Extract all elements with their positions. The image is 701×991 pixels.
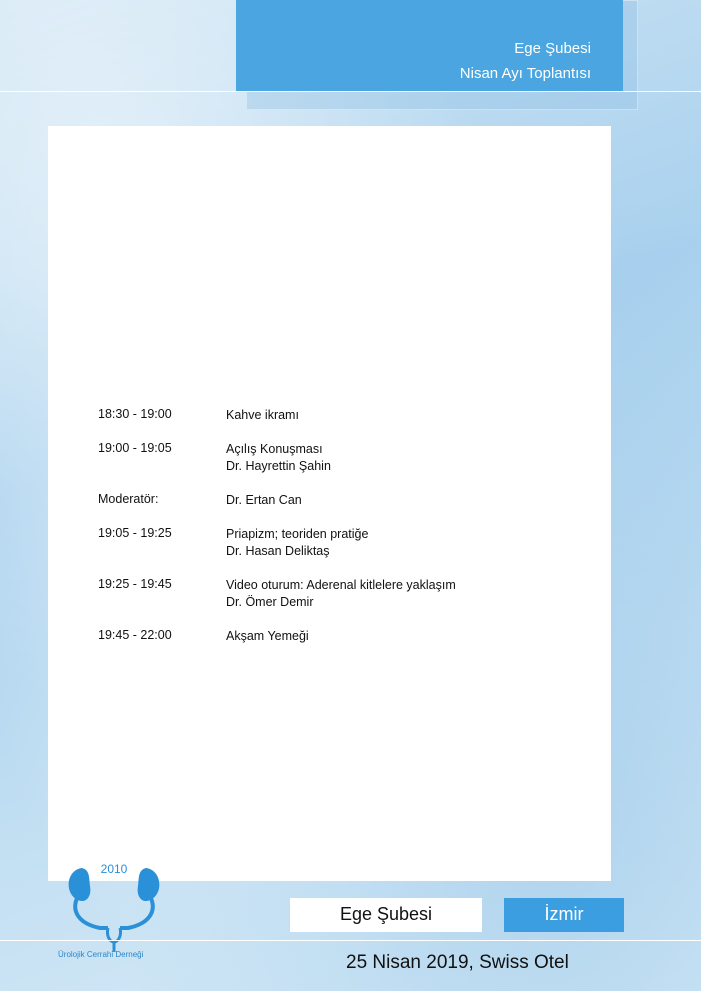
schedule-time: 18:30 - 19:00: [98, 407, 172, 421]
header-title: Ege Şubesi: [514, 40, 591, 57]
schedule-title: Dr. Ertan Can: [226, 493, 302, 507]
schedule-speaker: Dr. Hayrettin Şahin: [226, 459, 331, 473]
branch-label: Ege Şubesi: [290, 898, 482, 932]
date-venue: 25 Nisan 2019, Swiss Otel: [346, 952, 569, 973]
header-subtitle: Nisan Ayı Toplantısı: [459, 65, 591, 82]
header-banner: [236, 0, 623, 92]
schedule-title: Priapizm; teoriden pratiğe: [226, 527, 369, 541]
footer-divider: [0, 940, 701, 941]
city-label: İzmir: [504, 898, 624, 932]
schedule-speaker: Dr. Hasan Deliktaş: [226, 544, 330, 558]
schedule-title: Açılış Konuşması: [226, 442, 323, 456]
schedule-title: Kahve ikramı: [226, 408, 299, 422]
schedule-time: 19:45 - 22:00: [98, 628, 172, 642]
schedule-title: Video oturum: Aderenal kitlelere yaklaşım: [226, 578, 456, 592]
schedule-time: Moderatör:: [98, 492, 159, 506]
schedule-time: 19:05 - 19:25: [98, 526, 172, 540]
logo-year: 2010: [100, 862, 128, 876]
schedule-title: Akşam Yemeği: [226, 629, 309, 643]
header-divider: [0, 91, 701, 92]
schedule-time: 19:25 - 19:45: [98, 577, 172, 591]
logo-caption: Ürolojik Cerrahi Derneği: [58, 950, 144, 959]
schedule-time: 19:00 - 19:05: [98, 441, 172, 455]
schedule-speaker: Dr. Ömer Demir: [226, 595, 314, 609]
